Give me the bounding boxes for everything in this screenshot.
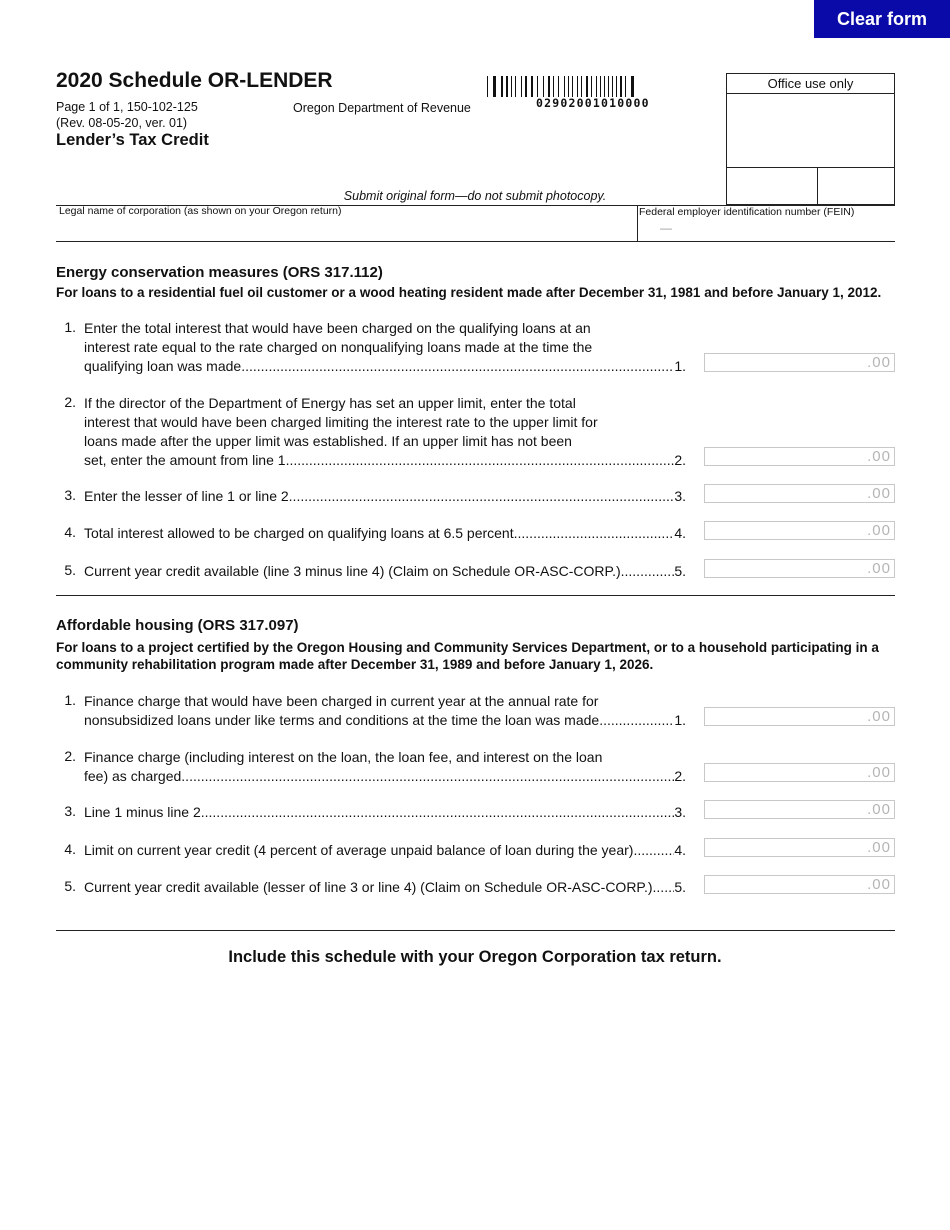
dot-leader bbox=[201, 803, 675, 822]
energy-line-4-amount-input[interactable]: .00 bbox=[704, 521, 895, 540]
energy-line-1-amount-input[interactable]: .00 bbox=[704, 353, 895, 372]
barcode-image bbox=[487, 76, 703, 97]
energy-line-2-amount-input[interactable]: .00 bbox=[704, 447, 895, 466]
line-description-end: Total interest allowed to be charged on qualifying loans at 6.5 percent bbox=[84, 525, 514, 541]
line-description-end: Limit on current year credit (4 percent of average unpaid balance of loan during the year) bbox=[84, 842, 634, 858]
dot-leader bbox=[514, 524, 675, 543]
line-reference-number: 4. bbox=[674, 842, 686, 858]
line-leader-row bbox=[84, 803, 686, 822]
divider-line bbox=[637, 205, 638, 242]
line-description-end: Current year credit available (lesser of line 3 or line 4) (Claim on Schedule OR-ASC-CORP.) bbox=[84, 879, 653, 895]
footer-note: Include this schedule with your Oregon Corporation tax return. bbox=[228, 948, 722, 966]
line-description-end: nonsubsidized loans under like terms and conditions at the time the loan was made bbox=[84, 712, 600, 728]
housing-line-4-amount-input[interactable]: .00 bbox=[704, 838, 895, 857]
energy-line-5-amount-input[interactable]: .00 bbox=[704, 559, 895, 578]
dot-leader bbox=[599, 711, 674, 730]
line-reference-number: 2. bbox=[674, 768, 686, 784]
line-reference-number: 3. bbox=[674, 488, 686, 504]
line-reference-number: 1. bbox=[674, 358, 686, 374]
energy-line-3-number: 3. bbox=[64, 487, 76, 503]
dot-leader bbox=[241, 357, 674, 376]
housing-line-2-text bbox=[84, 748, 686, 786]
line-description-end: qualifying loan was made bbox=[84, 358, 242, 374]
energy-line-3-amount-input[interactable]: .00 bbox=[704, 484, 895, 503]
housing-section-title: Affordable housing (ORS 317.097) bbox=[56, 617, 299, 634]
line-description: If the director of the Department of Energy has set an upper limit, enter the total interest that would have been charged limiting the interest rate to the upper limit for loans made after the upper limit was established. If an upper limit has not been bbox=[84, 395, 598, 449]
energy-section-description: For loans to a residential fuel oil customer or a wood heating resident made after December 31, 1981 and before January 1, 2012. bbox=[56, 285, 882, 300]
line-description-end: Current year credit available (line 3 minus line 4) (Claim on Schedule OR-ASC-CORP.) bbox=[84, 563, 621, 579]
form-subtitle: Lender’s Tax Credit bbox=[56, 131, 209, 149]
housing-line-4-number: 4. bbox=[64, 841, 76, 857]
housing-line-3-number: 3. bbox=[64, 803, 76, 819]
line-reference-number: 3. bbox=[674, 804, 686, 820]
housing-line-2-amount-input[interactable]: .00 bbox=[704, 763, 895, 782]
line-reference-number: 5. bbox=[674, 563, 686, 579]
line-leader-row bbox=[84, 878, 686, 897]
office-use-box bbox=[726, 73, 895, 205]
housing-section-description: For loans to a project certified by the Oregon Housing and Community Services Department, or to a household participating in a community rehabilitation program made after December 31, 1989 and before January 1, 2026. bbox=[56, 640, 879, 672]
line-leader-row bbox=[84, 357, 686, 376]
line-reference-number: 2. bbox=[674, 452, 686, 468]
submit-note: Submit original form—do not submit photocopy. bbox=[343, 189, 607, 203]
housing-line-2-number: 2. bbox=[64, 748, 76, 764]
line-description-end: Line 1 minus line 2 bbox=[84, 804, 201, 820]
energy-line-5-text bbox=[84, 562, 686, 581]
housing-line-1-amount-input[interactable]: .00 bbox=[704, 707, 895, 726]
line-leader-row bbox=[84, 562, 686, 581]
housing-line-1-text bbox=[84, 692, 686, 730]
energy-line-4-number: 4. bbox=[64, 524, 76, 540]
page-info: Page 1 of 1, 150-102-125 bbox=[56, 100, 198, 114]
energy-line-4-text bbox=[84, 524, 686, 543]
housing-line-5-number: 5. bbox=[64, 878, 76, 894]
line-description-end: Enter the lesser of line 1 or line 2 bbox=[84, 488, 289, 504]
revision-info: (Rev. 08-05-20, ver. 01) bbox=[56, 116, 188, 130]
dot-leader bbox=[286, 451, 675, 470]
line-reference-number: 1. bbox=[674, 712, 686, 728]
line-description-end: set, enter the amount from line 1 bbox=[84, 452, 286, 468]
barcode-number: 02902001010000 bbox=[536, 96, 650, 110]
housing-line-4-text bbox=[84, 841, 686, 860]
line-leader-row bbox=[84, 841, 686, 860]
dot-leader bbox=[653, 878, 675, 897]
clear-form-button[interactable]: Clear form bbox=[814, 0, 950, 38]
office-use-label: Office use only bbox=[727, 74, 894, 94]
line-reference-number: 4. bbox=[674, 525, 686, 541]
housing-line-5-amount-input[interactable]: .00 bbox=[704, 875, 895, 894]
corporation-name-input[interactable] bbox=[58, 218, 628, 238]
energy-line-3-text bbox=[84, 487, 686, 506]
line-leader-row bbox=[84, 524, 686, 543]
line-leader-row bbox=[84, 767, 686, 786]
dot-leader bbox=[181, 767, 674, 786]
line-description: Finance charge that would have been charged in current year at the annual rate for bbox=[84, 693, 599, 709]
energy-line-2-number: 2. bbox=[64, 394, 76, 410]
energy-line-1-text bbox=[84, 319, 686, 376]
line-description: Finance charge (including interest on the loan, the loan fee, and interest on the loan bbox=[84, 749, 603, 765]
form-title: 2020 Schedule OR-LENDER bbox=[56, 69, 333, 92]
housing-line-3-amount-input[interactable]: .00 bbox=[704, 800, 895, 819]
energy-line-5-number: 5. bbox=[64, 562, 76, 578]
fein-label: Federal employer identification number (FEIN) bbox=[639, 206, 855, 218]
energy-section-title: Energy conservation measures (ORS 317.112) bbox=[56, 264, 383, 281]
line-reference-number: 5. bbox=[674, 879, 686, 895]
section-divider bbox=[56, 595, 895, 596]
dot-leader bbox=[633, 841, 674, 860]
line-leader-row bbox=[84, 487, 686, 506]
line-description: Enter the total interest that would have been charged on the qualifying loans at an interest rate equal to the rate charged on nonqualifying loans made at the time the bbox=[84, 320, 593, 355]
divider-line bbox=[56, 241, 895, 242]
energy-line-1-number: 1. bbox=[64, 319, 76, 335]
line-leader-row bbox=[84, 451, 686, 470]
dot-leader bbox=[621, 562, 675, 581]
line-description-end: fee) as charged bbox=[84, 768, 182, 784]
dot-leader bbox=[289, 487, 675, 506]
housing-line-3-text bbox=[84, 803, 686, 822]
energy-line-2-text bbox=[84, 394, 686, 470]
fein-input[interactable] bbox=[645, 218, 885, 238]
department-name: Oregon Department of Revenue bbox=[293, 101, 471, 115]
line-leader-row bbox=[84, 711, 686, 730]
housing-line-1-number: 1. bbox=[64, 692, 76, 708]
corporation-name-label: Legal name of corporation (as shown on your Oregon return) bbox=[59, 205, 342, 217]
housing-line-5-text bbox=[84, 878, 686, 897]
section-divider bbox=[56, 930, 895, 931]
